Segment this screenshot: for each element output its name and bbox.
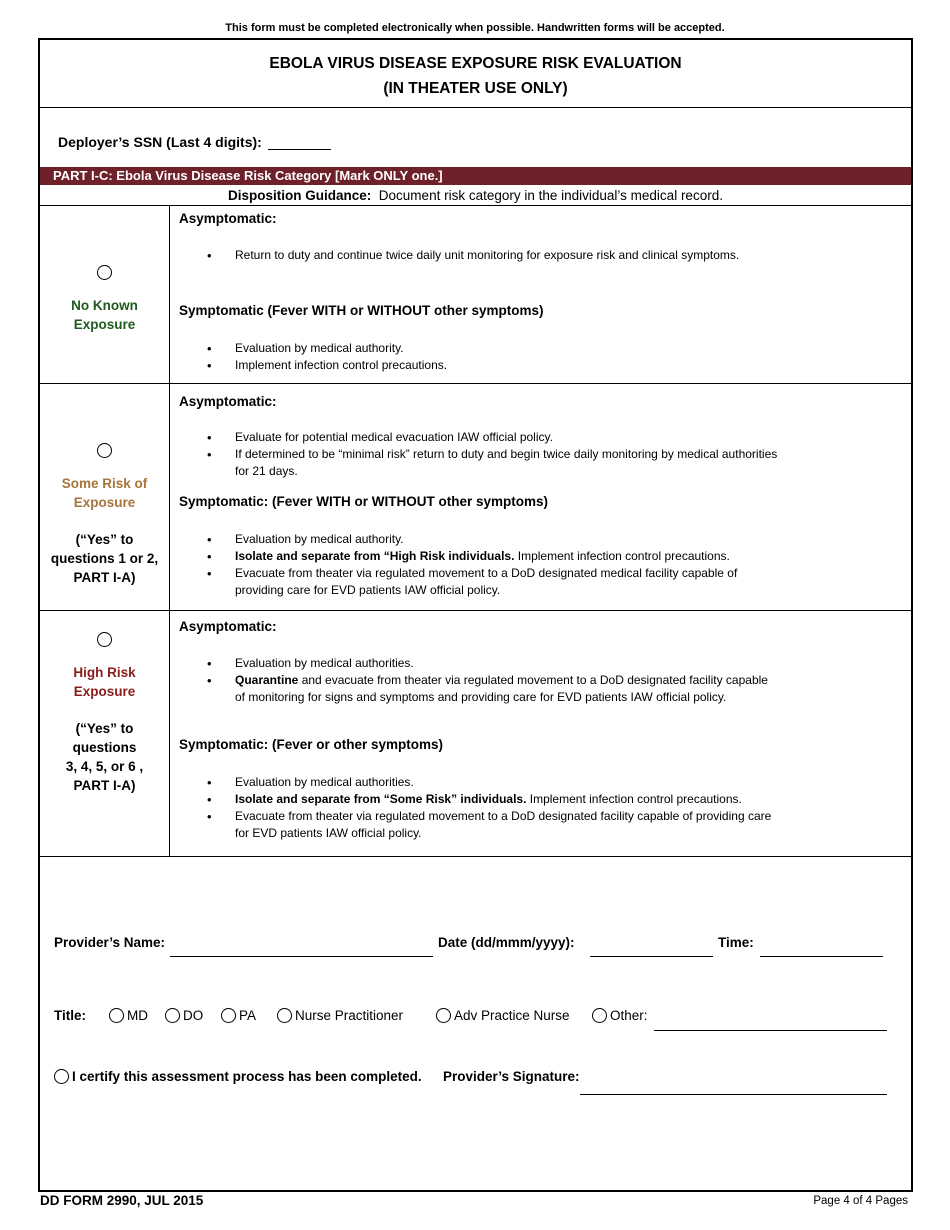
- category-name-line: Exposure: [73, 495, 136, 510]
- symptomatic-heading: Symptomatic: (Fever or other symptoms): [179, 737, 444, 752]
- category-name-line: Exposure: [73, 317, 136, 332]
- bullet-bold-text: Quarantine: [235, 673, 299, 687]
- symptomatic-bullets: [179, 531, 779, 599]
- time-label: Time:: [718, 935, 754, 950]
- high-risk-criteria: [40, 719, 169, 795]
- date-input[interactable]: [590, 956, 713, 957]
- asymptomatic-bullets: [179, 247, 779, 264]
- criteria-line: questions 1 or 2,: [50, 551, 159, 566]
- title-option-do[interactable]: [165, 1008, 203, 1023]
- high-risk-exposure-radio[interactable]: [97, 632, 112, 647]
- risk-category-cell: [40, 611, 170, 856]
- criteria-line: (“Yes” to: [75, 532, 134, 547]
- bullet-item: [179, 791, 779, 808]
- title-option-pa[interactable]: [221, 1008, 256, 1023]
- asymptomatic-heading: Asymptomatic:: [179, 211, 277, 226]
- option-label: MD: [127, 1008, 148, 1023]
- other-radio[interactable]: [592, 1008, 607, 1023]
- risk-row-some-risk-exposure: [40, 384, 911, 611]
- date-label: Date (dd/mmm/yyyy):: [438, 935, 575, 950]
- category-name-line: Some Risk of: [61, 476, 148, 491]
- option-label: Nurse Practitioner: [295, 1008, 404, 1023]
- provider-name-label: Provider’s Name:: [54, 935, 166, 950]
- bullet-item: [179, 548, 779, 565]
- bullet-text: Implement infection control precautions.: [514, 549, 730, 563]
- option-label: Other:: [610, 1008, 648, 1023]
- bullet-item: • Evaluation by medical authorities.: [179, 774, 779, 791]
- certify-label: I certify this assessment process has been completed.: [72, 1069, 422, 1084]
- form-title-line-1: EBOLA VIRUS DISEASE EXPOSURE RISK EVALUATION: [269, 55, 682, 72]
- bullet-bold-text: Isolate and separate from “Some Risk” individuals.: [235, 792, 527, 806]
- some-risk-criteria: [40, 530, 169, 587]
- asymptomatic-heading: Asymptomatic:: [179, 394, 277, 409]
- criteria-line: PART I-A): [73, 778, 136, 793]
- title-label: Title:: [54, 1008, 87, 1023]
- adv-practice-nurse-radio[interactable]: [436, 1008, 451, 1023]
- option-label: PA: [239, 1008, 257, 1023]
- some-risk-exposure-radio[interactable]: [97, 443, 112, 458]
- bullet-item: • Evaluation by medical authority.: [179, 340, 779, 357]
- risk-category-cell: [40, 384, 170, 610]
- bullet-item: • Evaluate for potential medical evacuation IAW official policy.: [179, 429, 779, 446]
- symptomatic-heading: Symptomatic: (Fever WITH or WITHOUT other symptoms): [179, 494, 549, 509]
- pa-radio[interactable]: [221, 1008, 236, 1023]
- form-title-line-2: (IN THEATER USE ONLY): [383, 80, 568, 97]
- do-radio[interactable]: [165, 1008, 180, 1023]
- risk-category-cell: [40, 206, 170, 383]
- no-known-exposure-label: [40, 296, 169, 334]
- bullet-text: and evacuate from theater via regulated movement to a DoD designated facility capable of monitoring for signs and symptoms and providing care for EVD patients IAW official policy.: [235, 673, 768, 704]
- asymptomatic-heading: Asymptomatic:: [179, 619, 277, 634]
- asymptomatic-bullets: [179, 655, 779, 706]
- title-option-adv-practice-nurse[interactable]: [436, 1008, 570, 1023]
- form-title: [40, 40, 911, 108]
- option-label: Adv Practice Nurse: [454, 1008, 570, 1023]
- bullet-item: [179, 672, 779, 706]
- criteria-line: 3, 4, 5, or 6 ,: [65, 759, 144, 774]
- bullet-item: • Evaluation by medical authority.: [179, 531, 779, 548]
- provider-name-input[interactable]: [170, 956, 433, 957]
- category-name-line: High Risk: [73, 665, 136, 680]
- bullet-item: • Evaluation by medical authorities.: [179, 655, 779, 672]
- bullet-item: • If determined to be “minimal risk” return to duty and begin twice daily monitoring by medical authorities for 21 days.: [179, 446, 779, 480]
- guidance-label: Disposition Guidance:: [228, 188, 372, 203]
- bullet-text: Implement infection control precautions.: [526, 792, 742, 806]
- certify-row: [54, 1069, 422, 1084]
- bullet-item: • Evacuate from theater via regulated movement to a DoD designated facility capable of providing care for EVD patients IAW official policy.: [179, 808, 779, 842]
- symptomatic-heading: Symptomatic (Fever WITH or WITHOUT other symptoms): [179, 303, 544, 318]
- criteria-line: PART I-A): [73, 570, 136, 585]
- signature-input[interactable]: [580, 1094, 887, 1095]
- title-option-nurse-practitioner[interactable]: [277, 1008, 403, 1023]
- ssn-label: Deployer’s SSN (Last 4 digits):: [58, 134, 262, 150]
- symptomatic-bullets: [179, 774, 779, 842]
- bullet-bold-text: Isolate and separate from “High Risk individuals.: [235, 549, 515, 563]
- category-name-line: No Known: [71, 298, 138, 313]
- title-option-other[interactable]: [592, 1008, 648, 1023]
- criteria-line: questions: [72, 740, 137, 755]
- nurse-practitioner-radio[interactable]: [277, 1008, 292, 1023]
- bullet-item: • Evacuate from theater via regulated movement to a DoD designated medical facility capable of providing care for EVD patients IAW official policy.: [179, 565, 779, 599]
- form-frame: [38, 38, 913, 1192]
- signature-label: Provider’s Signature:: [443, 1069, 580, 1084]
- some-risk-exposure-label: [40, 474, 169, 512]
- electronic-completion-note: This form must be completed electronically when possible. Handwritten forms will be accepted.: [225, 22, 725, 34]
- title-option-md[interactable]: [109, 1008, 148, 1023]
- bullet-item: • Implement infection control precautions.: [179, 357, 779, 374]
- high-risk-exposure-label: [40, 663, 169, 701]
- bullet-item: • Return to duty and continue twice daily unit monitoring for exposure risk and clinical symptoms.: [179, 247, 779, 264]
- disposition-guidance: [40, 186, 911, 206]
- md-radio[interactable]: [109, 1008, 124, 1023]
- category-name-line: Exposure: [73, 684, 136, 699]
- asymptomatic-bullets: [179, 429, 779, 480]
- other-title-input[interactable]: [654, 1030, 887, 1031]
- page-number: Page 4 of 4 Pages: [813, 1195, 908, 1207]
- no-known-exposure-radio[interactable]: [97, 265, 112, 280]
- criteria-line: (“Yes” to: [75, 721, 134, 736]
- symptomatic-bullets: [179, 340, 779, 374]
- part-header-bar: PART I-C: Ebola Virus Disease Risk Category [Mark ONLY one.]: [40, 167, 911, 185]
- risk-row-high-risk-exposure: [40, 611, 911, 857]
- form-identifier: DD FORM 2990, JUL 2015: [40, 1193, 204, 1208]
- option-label: DO: [183, 1008, 204, 1023]
- ssn-row: [58, 132, 331, 150]
- certify-radio[interactable]: [54, 1069, 69, 1084]
- guidance-text: Document risk category in the individual’s medical record.: [378, 188, 723, 203]
- ssn-input[interactable]: [268, 132, 331, 150]
- time-input[interactable]: [760, 956, 883, 957]
- risk-row-no-known-exposure: [40, 206, 911, 384]
